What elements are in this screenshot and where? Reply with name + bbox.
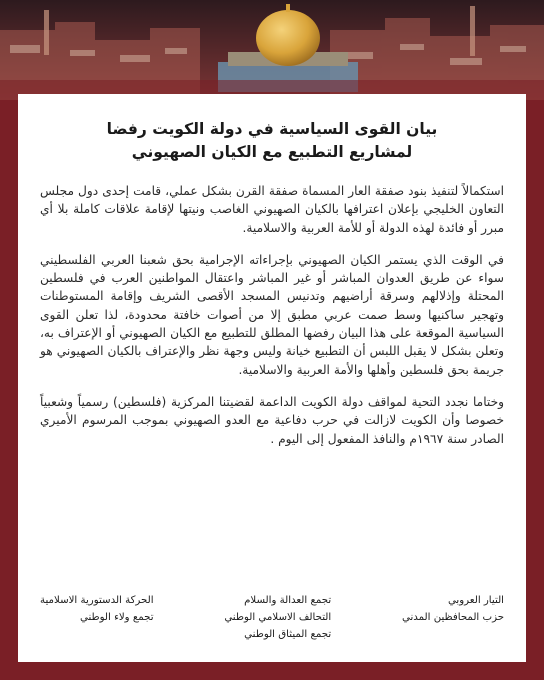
signatory-column-2 [224,592,331,643]
signatory-column-1 [402,592,504,643]
paragraph-1: استكمالاً لتنفيذ بنود صفقة العار المسماة صفقة القرن بشكل عملي، قامت إحدى دول مجلس التعاون الخليجي بإعلان اعترافها بالكيان الصهيوني الغاصب ونيتها لإقامة علاقات كاملة بلا أي مبرر أو فائدة لهذه الدولة أو للأمة العربية والاسلامية. [40,184,504,235]
signatory-name: تجمع الميثاق الوطني [244,629,332,640]
signatory-name: حزب المحافظين المدني [401,612,504,623]
signatory-name: التحالف الاسلامي الوطني [224,612,332,623]
signatory-name: تجمع العدالة والسلام [244,595,332,606]
dome-of-the-rock-image [0,0,544,100]
signatory-name: التيار العروبي [447,595,504,606]
title-line-1: بيان القوى السياسية في دولة الكويت رفضا [106,120,438,138]
signatory-column-3 [40,592,154,643]
header-banner-photo [0,0,544,100]
paragraph-3: وختاما نجدد التحية لمواقف دولة الكويت الداعمة لقضيتنا المركزية (فلسطين) رسمياً وشعبياً خصوصا وأن الكويت لازالت في حرب دفاعية مع العدو الصهيوني بموجب المرسوم الأميري الصادر سنة ١٩٦٧م والنافذ المفعول إلى اليوم . [40,394,504,446]
paragraph-2: في الوقت الذي يستمر الكيان الصهيوني بإجراءاته الإجرامية بحق شعبنا العربي الفلسطيني سواء عن طريق العدوان المباشر أو غير المباشر واعتقال المواطنين العرب في فلسطين المحتلة وإذلالهم وسرقة أراضيهم وتدنيس المسجد الأقصى الشريف وإقامة المستوطنات وتهجير ساكنيها وسط صمت عربي مطبق إلا من أصوات خافتة محدودة، لذا تعلن القوى السياسية الموقعة على هذا البيان رفضها المطلق للتطبيع مع الكيان الصهيوني أو الإعتراف به، وتعلن بشكل لا يقبل اللبس أن التطبيع خيانة وليس وجهة نظر والإعتراف بالكيان الصهيوني هو جريمة بحق فلسطين وأهلها والأمة العربية والاسلامية. [40,252,504,377]
signatories [40,592,504,643]
signatory-name: تجمع ولاء الوطني [79,612,154,623]
signatory-name: الحركة الدستورية الاسلامية [40,595,154,606]
title-line-2: لمشاريع التطبيع مع الكيان الصهيوني [131,143,413,161]
statement-title [40,118,504,164]
statement-card [18,94,526,662]
